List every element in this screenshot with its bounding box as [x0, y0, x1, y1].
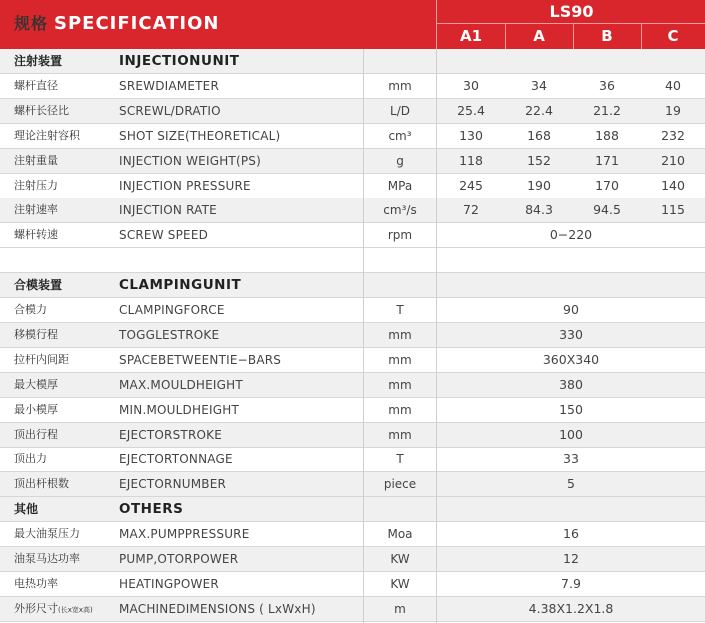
- spec-value: 360X340: [542, 351, 600, 367]
- spec-value: 4.38X1.2X1.8: [528, 600, 614, 616]
- spec-label-cn-text: 外形尺寸: [14, 601, 58, 615]
- spec-value-b: 171: [595, 152, 619, 168]
- table-row: [0, 597, 705, 622]
- table-row: [0, 174, 705, 199]
- spec-label-en: SCREW SPEED: [119, 228, 209, 243]
- spec-label-en: TOGGLESTROKE: [119, 327, 220, 342]
- spec-value-a1: 130: [459, 127, 483, 143]
- spec-unit: piece: [383, 477, 417, 492]
- spec-unit: KW: [390, 552, 410, 566]
- spec-unit: rpm: [387, 228, 413, 243]
- spec-value-c: 19: [665, 102, 681, 118]
- section-title-en: INJECTIONUNIT: [119, 53, 240, 69]
- title-cn: 规格: [14, 14, 49, 33]
- spec-value: 150: [559, 401, 583, 417]
- spec-label-en: MAX.MOULDHEIGHT: [119, 377, 243, 392]
- spec-value-b: 36: [599, 77, 615, 93]
- spec-value-a: 152: [527, 152, 551, 168]
- table-row: [0, 124, 705, 149]
- spec-value: 330: [559, 326, 583, 342]
- table-row: [0, 572, 705, 597]
- table-row: [0, 447, 705, 472]
- spec-unit: cm³/s: [383, 203, 417, 218]
- spec-label-cn: 移模行程: [14, 327, 58, 341]
- spec-label-en: MAX.PUMPPRESSURE: [119, 527, 250, 542]
- spec-label-en: INJECTION PRESSURE: [119, 178, 251, 193]
- spec-label-en: SCREWL/DRATIO: [119, 103, 221, 118]
- section-header-row: [0, 497, 705, 522]
- spec-label-en: MACHINEDIMENSIONS ( LxWxH): [119, 601, 316, 616]
- spec-label-en: SHOT SIZE(THEORETICAL): [119, 128, 281, 143]
- spec-unit: KW: [390, 576, 410, 591]
- column-header-b: B: [601, 27, 613, 45]
- spec-value-b: 94.5: [593, 202, 621, 218]
- spec-label-cn: 顶出力: [14, 452, 47, 466]
- spec-unit: T: [396, 303, 404, 317]
- spec-unit: m: [394, 601, 406, 616]
- table-row: [0, 522, 705, 547]
- spec-label-cn: 注射重量: [14, 153, 58, 167]
- spec-label-cn: 螺杆转速: [14, 228, 58, 242]
- spec-unit: mm: [388, 352, 412, 367]
- section-title-en: CLAMPINGUNIT: [119, 277, 242, 294]
- title-en: SPECIFICATION: [54, 13, 220, 34]
- table-title: [14, 11, 219, 34]
- spec-value-a: 22.4: [525, 102, 553, 118]
- spec-value: 33: [563, 451, 579, 467]
- section-title-cn: 注射装置: [14, 54, 63, 68]
- spec-value-c: 115: [661, 202, 685, 218]
- spec-label-cn: 合模力: [14, 303, 47, 316]
- spec-unit: mm: [388, 327, 412, 342]
- spec-label-cn: 拉杆内间距: [14, 352, 69, 366]
- spec-unit: g: [396, 153, 404, 168]
- spec-value-c: 140: [661, 177, 685, 193]
- table-row: [0, 373, 705, 398]
- column-header-a1: A1: [459, 27, 483, 45]
- spec-label-cn: 注射速率: [14, 203, 58, 217]
- blank-row: [0, 248, 705, 273]
- table-row: [0, 348, 705, 373]
- spec-unit: Moa: [387, 527, 413, 542]
- spec-value-a1: 245: [459, 177, 483, 193]
- spec-value: 380: [559, 376, 583, 392]
- table-row: [0, 149, 705, 174]
- spec-value: 12: [563, 551, 579, 566]
- spec-unit: mm: [388, 427, 412, 442]
- spec-value-b: 21.2: [593, 102, 621, 118]
- spec-label-cn: 电热功率: [14, 576, 58, 590]
- table-row: [0, 99, 705, 124]
- spec-value-a: 168: [527, 127, 551, 143]
- spec-label-cn: 注射压力: [14, 178, 58, 192]
- spec-unit: L/D: [390, 103, 410, 118]
- spec-label-cn: 最大油泵压力: [14, 527, 80, 541]
- spec-value: 0−220: [549, 227, 593, 243]
- section-title-cn: 其他: [14, 502, 39, 517]
- spec-value-a: 34: [531, 77, 547, 93]
- section-title-cn: 合模装置: [14, 278, 63, 293]
- section-header-row: [0, 273, 705, 298]
- spec-value-b: 170: [595, 177, 619, 193]
- spec-label-en: INJECTION WEIGHT(PS): [119, 153, 261, 168]
- spec-label-en: SPACEBETWEENTIE−BARS: [119, 352, 282, 367]
- table-row: [0, 323, 705, 348]
- spec-label-cn: 顶出杆根数: [14, 477, 69, 491]
- spec-value: 16: [563, 526, 579, 542]
- table-row: [0, 198, 705, 223]
- spec-label-cn: 最小模厚: [14, 402, 58, 416]
- spec-label-en: EJECTORNUMBER: [119, 477, 227, 492]
- table-header: [0, 0, 705, 49]
- table-row: [0, 298, 705, 323]
- spec-value-a1: 118: [459, 152, 483, 168]
- spec-value-b: 188: [595, 127, 619, 143]
- table-row: [0, 472, 705, 497]
- spec-value-c: 232: [661, 127, 685, 143]
- column-divider: [436, 49, 437, 623]
- spec-value-c: 40: [665, 77, 681, 93]
- spec-value-a: 84.3: [525, 202, 553, 218]
- spec-label-en: HEATINGPOWER: [119, 576, 219, 591]
- spec-unit: mm: [388, 402, 412, 417]
- spec-value: 100: [559, 426, 583, 442]
- spec-unit: cm³: [388, 128, 412, 143]
- spec-value-c: 210: [661, 152, 685, 168]
- spec-value: 5: [567, 476, 575, 492]
- spec-label-cn: 螺杆长径比: [14, 103, 69, 117]
- table-row: [0, 423, 705, 448]
- column-header-a: A: [533, 27, 545, 45]
- spec-unit: MPa: [387, 178, 413, 193]
- spec-label-cn: 理论注射容积: [14, 128, 80, 142]
- spec-value-a1: 30: [463, 77, 479, 93]
- spec-label-en: CLAMPINGFORCE: [119, 303, 225, 317]
- spec-unit: mm: [388, 377, 412, 392]
- table-row: [0, 547, 705, 572]
- column-header-c: C: [667, 27, 679, 45]
- section-header-row: [0, 49, 705, 74]
- spec-label-cn-note: (长x宽x高): [58, 605, 93, 614]
- spec-label-cn: [14, 597, 114, 621]
- spec-label-cn: 油泵马达功率: [14, 552, 80, 565]
- spec-value-a1: 25.4: [457, 102, 485, 118]
- spec-label-en: INJECTION RATE: [119, 203, 217, 218]
- spec-label-cn: 螺杆直径: [14, 78, 58, 92]
- spec-label-cn: 顶出行程: [14, 427, 58, 441]
- spec-label-en: MIN.MOULDHEIGHT: [119, 402, 239, 417]
- model-name: LS90: [549, 2, 594, 21]
- spec-value: 90: [563, 302, 579, 317]
- table-row: [0, 398, 705, 423]
- spec-value-a1: 72: [463, 202, 479, 218]
- spec-label-en: EJECTORTONNAGE: [119, 452, 233, 467]
- column-divider: [363, 49, 364, 623]
- spec-value: 7.9: [561, 575, 581, 591]
- section-title-en: OTHERS: [119, 501, 184, 518]
- table-row: [0, 74, 705, 99]
- spec-label-en: SREWDIAMETER: [119, 78, 219, 93]
- spec-label-en: EJECTORSTROKE: [119, 427, 222, 442]
- spec-label-cn: 最大模厚: [14, 377, 58, 391]
- spec-value-a: 190: [527, 177, 551, 193]
- table-row: [0, 223, 705, 248]
- spec-unit: T: [396, 452, 404, 467]
- spec-label-en: PUMP,OTORPOWER: [119, 552, 239, 566]
- spec-unit: mm: [388, 78, 412, 93]
